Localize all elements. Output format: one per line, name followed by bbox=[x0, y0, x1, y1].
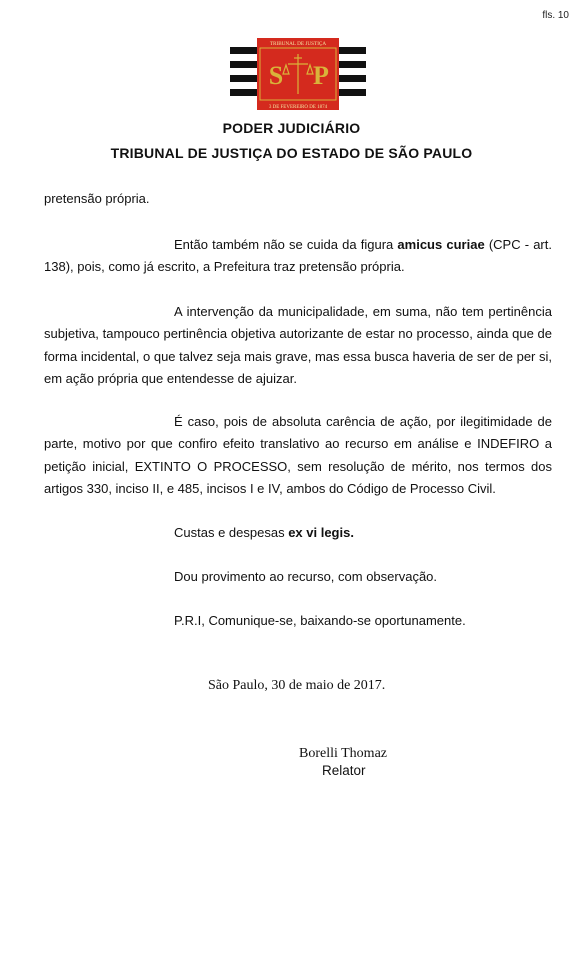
date-line: São Paulo, 30 de maio de 2017. bbox=[208, 678, 386, 693]
paragraph-text: Então também não se cuida da figura bbox=[174, 237, 398, 252]
paragraph-intervencao: A intervenção da municipalidade, em suma, não tem pertinência subjetiva, tampouco pertinência objetiva autorizante de estar no processo, ainda que de forma incidental, o que talvez seja mais grave, mas essa busca haveria de ser de per si, em ação própria que entendesse de ajuizar. bbox=[44, 304, 552, 386]
paragraph-continuation: pretensão própria. bbox=[44, 191, 150, 206]
seal-bottom-text: 3 DE FEVEREIRO DE 1874 bbox=[268, 105, 328, 110]
paragraph-bold-term: ex vi legis. bbox=[288, 525, 354, 540]
paragraph-bold-term: amicus curiae bbox=[397, 237, 485, 252]
paragraph-text: (CPC - art. 138), pois, como já escrito, a Prefeitura traz pretensão própria. bbox=[44, 237, 552, 275]
seal-letter-s: S bbox=[268, 61, 284, 90]
paragraph-pri: P.R.I, Comunique-se, baixando-se oportunamente. bbox=[174, 613, 466, 628]
paragraph-provimento: Dou provimento ao recurso, com observação. bbox=[174, 569, 438, 584]
seal-top-text: TRIBUNAL DE JUSTIÇA bbox=[269, 41, 327, 47]
header-line-1: PODER JUDICIÁRIO bbox=[222, 120, 361, 136]
page-number: fls. 10 bbox=[542, 10, 569, 21]
paragraph-decisao: É caso, pois de absoluta carência de ação, por ilegitimidade de parte, motivo por que confiro efeito translativo ao recurso em análise e INDEFIRO a petição inicial, EXTINTO O PROCESSO, sem resolução de mérito, nos termos dos artigos 330, inciso II, e 485, incisos I e IV, ambos do Código de Processo Civil. bbox=[44, 414, 552, 496]
signature-role: Relator bbox=[322, 763, 366, 778]
paragraph-text: Custas e despesas bbox=[174, 525, 289, 540]
header-line-2: TRIBUNAL DE JUSTIÇA DO ESTADO DE SÃO PAULO bbox=[110, 145, 473, 161]
signature-name: Borelli Thomaz bbox=[299, 746, 387, 761]
court-seal-logo bbox=[230, 38, 366, 110]
paragraph-custas bbox=[44, 522, 552, 544]
paragraph-amicus bbox=[44, 234, 552, 279]
seal-letter-p: P bbox=[313, 61, 329, 90]
